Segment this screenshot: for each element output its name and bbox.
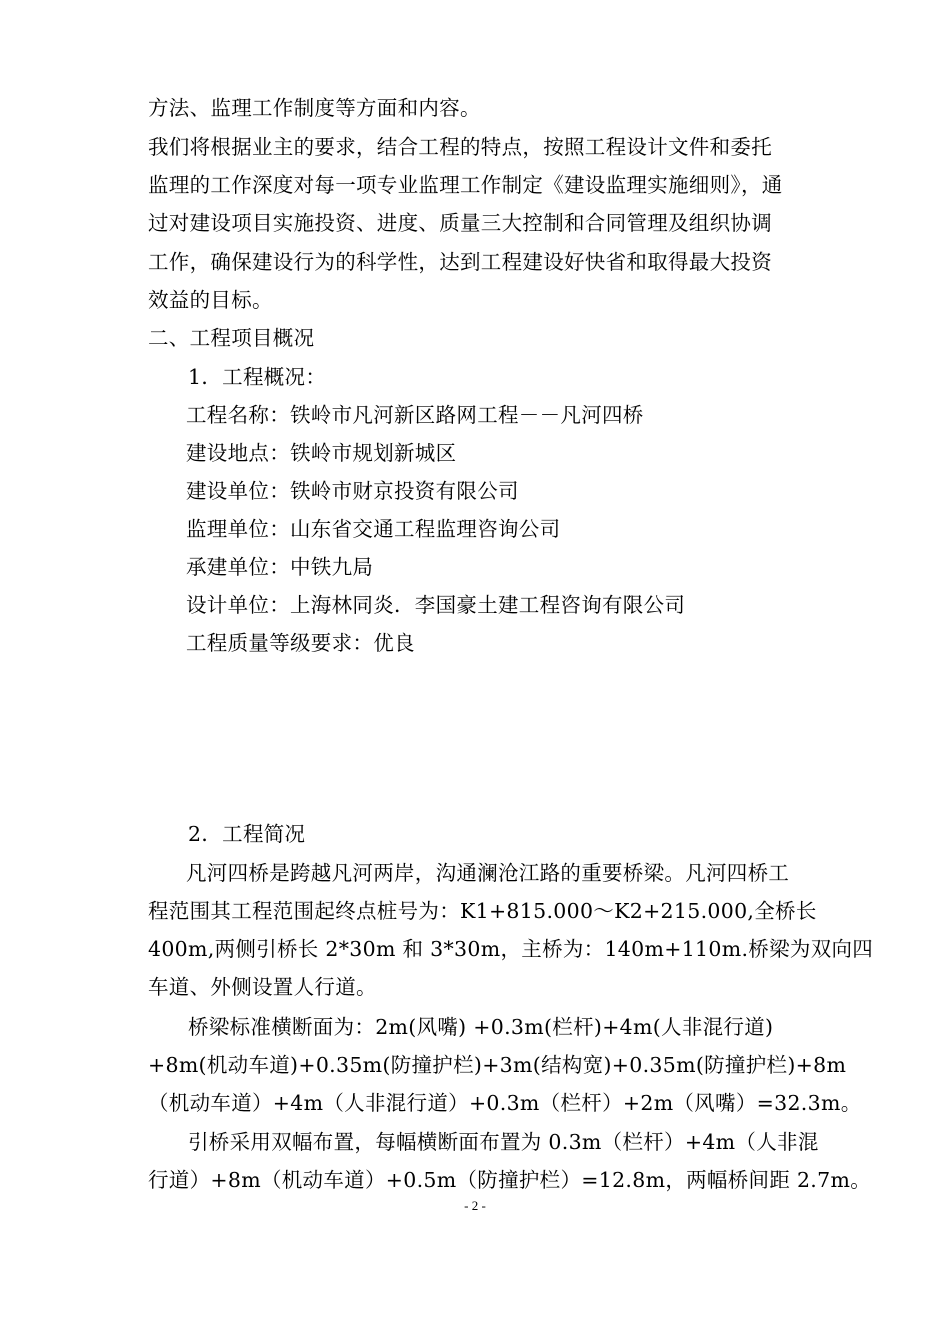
cross-section-paragraph-line: （机动车道）+4m（人非混行道）+0.3m（栏杆）+2m（风嘴）=32.3m。 (148, 1091, 862, 1115)
intro-line: 方法、监理工作制度等方面和内容。 (148, 96, 481, 120)
intro-paragraph-line: 过对建设项目实施投资、进度、质量三大控制和合同管理及组织协调 (148, 211, 772, 235)
project-info-item: 承建单位：中铁九局 (186, 555, 374, 579)
subsection-heading: 2．工程简况 (188, 822, 306, 846)
approach-bridge-paragraph-line: 行道）+8m（机动车道）+0.5m（防撞护栏）=12.8m，两幅桥间距 2.7m。 (148, 1168, 871, 1192)
intro-paragraph-line: 我们将根据业主的要求，结合工程的特点，按照工程设计文件和委托 (148, 135, 772, 159)
intro-paragraph-line: 监理的工作深度对每一项专业监理工作制定《建设监理实施细则》，通 (148, 173, 783, 197)
project-info-item: 建设地点：铁岭市规划新城区 (186, 441, 457, 465)
project-info-item: 设计单位：上海林同炎．李国豪土建工程咨询有限公司 (186, 593, 686, 617)
section-heading: 二、工程项目概况 (148, 326, 315, 350)
page-number: - 2 - (464, 1198, 486, 1213)
cross-section-paragraph-line: +8m(机动车道)+0.35m(防撞护栏)+3m(结构宽)+0.35m(防撞护栏)+8m (148, 1053, 847, 1077)
overview-paragraph-line: 程范围其工程范围起终点桩号为：K1+815.000～K2+215.000,全桥长 (148, 899, 817, 923)
project-info-item: 监理单位：山东省交通工程监理咨询公司 (186, 517, 561, 541)
project-info-item: 工程名称：铁岭市凡河新区路网工程－－凡河四桥 (186, 403, 644, 427)
subsection-heading: 1．工程概况： (188, 365, 327, 389)
approach-bridge-paragraph-line: 引桥采用双幅布置，每幅横断面布置为 0.3m（栏杆）+4m（人非混 (188, 1130, 819, 1154)
cross-section-paragraph-line: 桥梁标准横断面为：2m(风嘴) +0.3m(栏杆)+4m(人非混行道) (188, 1015, 774, 1039)
intro-paragraph-line: 工作，确保建设行为的科学性，达到工程建设好快省和取得最大投资 (148, 250, 772, 274)
project-info-item: 建设单位：铁岭市财京投资有限公司 (186, 479, 519, 503)
project-info-item: 工程质量等级要求：优良 (186, 631, 415, 655)
overview-paragraph-line: 车道、外侧设置人行道。 (148, 975, 377, 999)
overview-paragraph-line: 凡河四桥是跨越凡河两岸，沟通澜沧江路的重要桥梁。凡河四桥工 (186, 861, 790, 885)
intro-paragraph-line: 效益的目标。 (148, 288, 273, 312)
overview-paragraph-line: 400m,两侧引桥长 2*30m 和 3*30m，主桥为：140m+110m.桥梁为双向四 (148, 937, 874, 961)
